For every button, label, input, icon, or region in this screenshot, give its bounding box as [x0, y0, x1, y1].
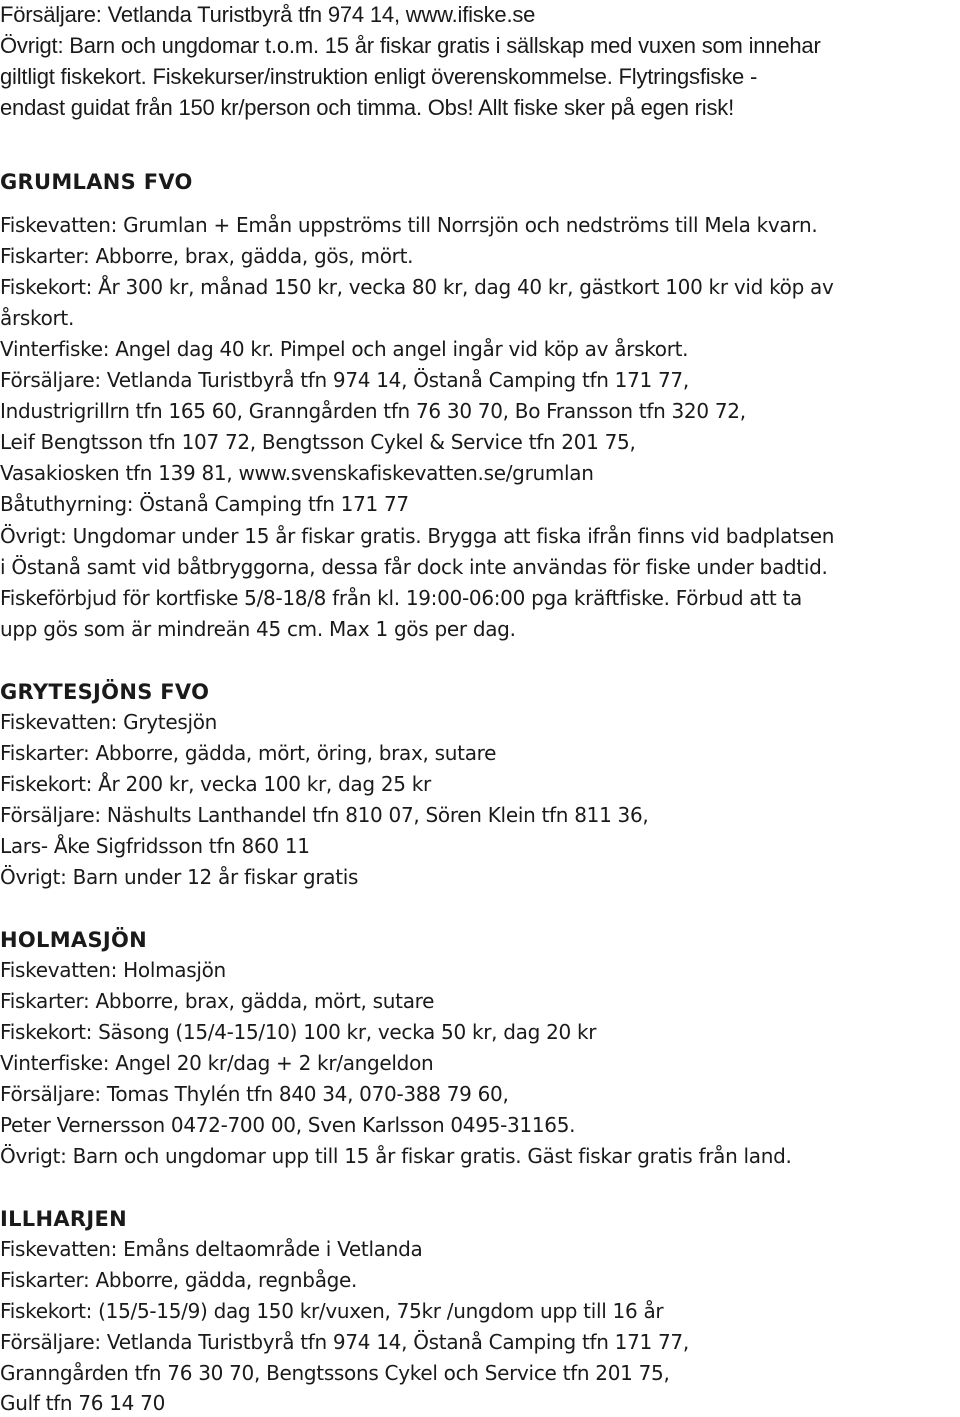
section-line: Fiskekort: År 300 kr, månad 150 kr, vecka 80 kr, dag 40 kr, gästkort 100 kr vid köp av [0, 275, 834, 299]
intro-line: endast guidat från 150 kr/person och timma. Obs! Allt fiske sker på egen risk! [0, 95, 734, 120]
section-line: Fiskekort: År 200 kr, vecka 100 kr, dag 25 kr [0, 772, 431, 796]
intro-line: giltligt fiskekort. Fiskekurser/instruktion enligt överenskommelse. Flytringsfiske - [0, 64, 758, 89]
section-line: Vasakiosken tfn 139 81, www.svenskafiskevatten.se/grumlan [0, 461, 594, 485]
section-line: Peter Vernersson 0472-700 00, Sven Karlsson 0495-31165. [0, 1113, 576, 1137]
section-line: Lars- Åke Sigfridsson tfn 860 11 [0, 834, 310, 858]
section-line: Fiskarter: Abborre, brax, gädda, mört, sutare [0, 989, 435, 1013]
section-line: Fiskarter: Abborre, brax, gädda, gös, mört. [0, 244, 414, 268]
section-heading: GRUMLANS FVO [0, 170, 193, 194]
section-line: Försäljare: Vetlanda Turistbyrå tfn 974 14, Östanå Camping tfn 171 77, [0, 1330, 689, 1354]
section-line: Fiskekort: (15/5-15/9) dag 150 kr/vuxen, 75kr /ungdom upp till 16 år [0, 1299, 664, 1323]
section-line: Granngården tfn 76 30 70, Bengtssons Cykel och Service tfn 201 75, [0, 1361, 670, 1385]
section-line: Vinterfiske: Angel 20 kr/dag + 2 kr/angeldon [0, 1051, 434, 1075]
section-line: årskort. [0, 306, 75, 330]
section-line: Försäljare: Näshults Lanthandel tfn 810 07, Sören Klein tfn 811 36, [0, 803, 649, 827]
section-line: Fiskevatten: Holmasjön [0, 958, 226, 982]
section-line: i Östanå samt vid båtbryggorna, dessa får dock inte användas för fiske under badtid. [0, 555, 828, 579]
section-heading: ILLHARJEN [0, 1207, 128, 1231]
section-line: Vinterfiske: Angel dag 40 kr. Pimpel och angel ingår vid köp av årskort. [0, 337, 689, 361]
section-line: Fiskevatten: Grytesjön [0, 710, 218, 734]
intro-line: Försäljare: Vetlanda Turistbyrå tfn 974 14, www.ifiske.se [0, 2, 536, 27]
intro-line: Övrigt: Barn och ungdomar t.o.m. 15 år fiskar gratis i sällskap med vuxen som innehar [0, 33, 821, 58]
section-line: Försäljare: Vetlanda Turistbyrå tfn 974 14, Östanå Camping tfn 171 77, [0, 368, 689, 392]
section-line: Industrigrillrn tfn 165 60, Granngården tfn 76 30 70, Bo Fransson tfn 320 72, [0, 399, 746, 423]
section-line: Fiskevatten: Grumlan + Emån uppströms till Norrsjön och nedströms till Mela kvarn. [0, 213, 818, 237]
section-line: Försäljare: Tomas Thylén tfn 840 34, 070-388 79 60, [0, 1082, 509, 1106]
section-line: Fiskekort: Säsong (15/4-15/10) 100 kr, vecka 50 kr, dag 20 kr [0, 1020, 597, 1044]
section-line: Fiskarter: Abborre, gädda, regnbåge. [0, 1268, 358, 1292]
section-line: Övrigt: Ungdomar under 15 år fiskar gratis. Brygga att fiska ifrån finns vid badplatsen [0, 524, 835, 548]
section-line: Gulf tfn 76 14 70 [0, 1391, 166, 1415]
section-line: Fiskevatten: Emåns deltaområde i Vetlanda [0, 1237, 423, 1261]
section-line: Övrigt: Barn under 12 år fiskar gratis [0, 865, 359, 889]
section-line: Övrigt: Barn och ungdomar upp till 15 år fiskar gratis. Gäst fiskar gratis från land. [0, 1144, 792, 1168]
section-heading: HOLMASJÖN [0, 928, 148, 952]
section-line: Båtuthyrning: Östanå Camping tfn 171 77 [0, 492, 409, 516]
section-heading: GRYTESJÖNS FVO [0, 680, 210, 704]
section-line: upp gös som är mindreän 45 cm. Max 1 gös per dag. [0, 617, 516, 641]
section-line: Leif Bengtsson tfn 107 72, Bengtsson Cykel & Service tfn 201 75, [0, 430, 636, 454]
section-line: Fiskarter: Abborre, gädda, mört, öring, brax, sutare [0, 741, 497, 765]
section-line: Fiskeförbjud för kortfiske 5/8-18/8 från kl. 19:00-06:00 pga kräftfiske. Förbud att ta [0, 586, 802, 610]
